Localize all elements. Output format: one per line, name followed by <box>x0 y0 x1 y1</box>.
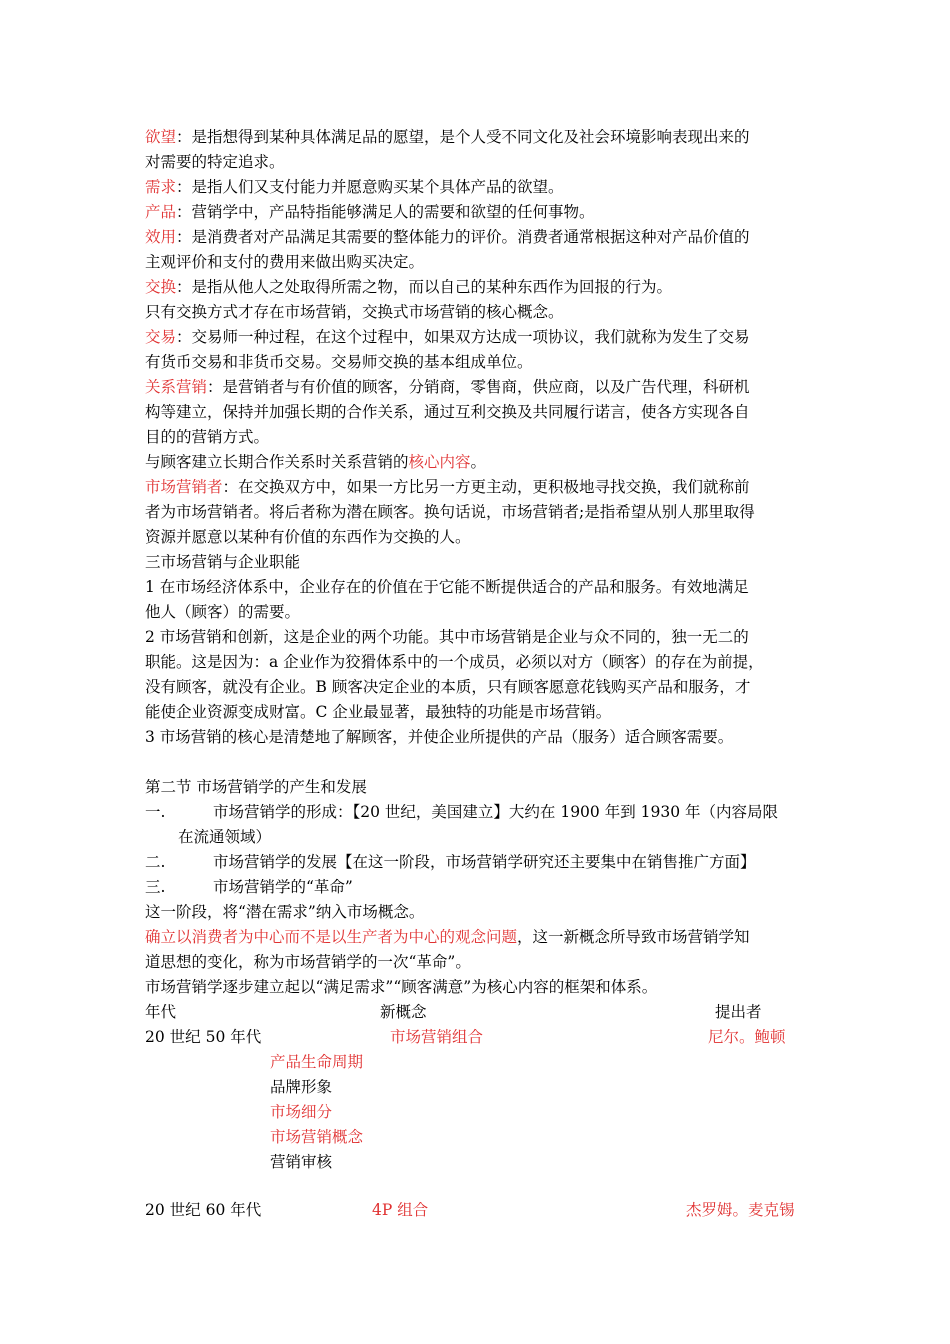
text-line: 主观评价和支付的费用来做出购买决定。 <box>145 253 425 271</box>
table-header-concept: 新概念 <box>380 1003 427 1021</box>
table-era-60s: 20 世纪 60 年代 <box>145 1201 262 1219</box>
term-product: 产品 <box>145 203 177 221</box>
relationship-marketing-note: 与顾客建立长期合作关系时关系营销的核心内容。 <box>145 453 487 471</box>
section-heading: 三市场营销与企业职能 <box>145 553 301 571</box>
text-line: 构等建立，保持并加强长期的合作关系，通过互利交换及共同履行诺言，使各方实现各自 <box>145 403 750 421</box>
text-line: 目的的营销方式。 <box>145 428 270 446</box>
proposer-borden: 尼尔。鲍顿 <box>708 1028 786 1046</box>
term-demand: 需求 <box>145 178 177 196</box>
paragraph-line: 职能。这是因为：a 企业作为狡猾体系中的一个成员，必须以对方（顾客）的存在为前提， <box>145 653 764 671</box>
concept-marketing-audit: 营销审核 <box>270 1153 333 1171</box>
proposer-mccarthy: 杰罗姆。麦克锡 <box>686 1201 795 1219</box>
list-item-continuation: 在流通领域） <box>178 828 272 846</box>
term-trade: 交易 <box>145 328 177 346</box>
list-number: 二. <box>145 853 166 871</box>
list-item-2: 二. 市场营销学的发展【在这一阶段，市场营销学研究还主要集中在销售推广方面】 <box>145 853 756 871</box>
table-header-era: 年代 <box>145 1003 177 1021</box>
concept-market-segmentation: 市场细分 <box>270 1103 333 1121</box>
paragraph-line: 这一阶段，将“潜在需求”纳入市场概念。 <box>145 903 425 921</box>
core-content-highlight: 核心内容 <box>408 453 471 471</box>
text-line: 资源并愿意以某种有价值的东西作为交换的人。 <box>145 528 471 546</box>
definition-demand: 需求：是指人们又支付能力并愿意购买某个具体产品的欲望。 <box>145 178 564 196</box>
paragraph-line: 2 市场营销和创新，这是企业的两个功能。其中市场营销是企业与众不同的，独一无二的 <box>145 628 749 646</box>
definition-product: 产品：营销学中，产品特指能够满足人的需要和欲望的任何事物。 <box>145 203 595 221</box>
term-want: 欲望 <box>145 128 177 146</box>
list-number: 一. <box>145 803 166 821</box>
table-era-50s: 20 世纪 50 年代 <box>145 1028 262 1046</box>
text-line: 对需要的特定追求。 <box>145 153 285 171</box>
section-title: 第二节 市场营销学的产生和发展 <box>145 778 367 796</box>
paragraph-line: 他人（顾客）的需要。 <box>145 603 301 621</box>
definition-marketer: 市场营销者：在交换双方中，如果一方比另一方更主动，更积极地寻找交换，我们就称前 <box>145 478 750 496</box>
paragraph-line: 能使企业资源变成财富。C 企业最显著，最独特的功能是市场营销。 <box>145 703 612 721</box>
definition-trade: 交易：交易师一种过程，在这个过程中，如果双方达成一项协议，我们就称为发生了交易 <box>145 328 750 346</box>
definition-relationship-marketing: 关系营销：是营销者与有价值的顾客，分销商，零售商，供应商，以及广告代理，科研机 <box>145 378 750 396</box>
term-marketer: 市场营销者 <box>145 478 223 496</box>
list-item-3: 三. 市场营销学的“革命” <box>145 878 353 896</box>
concept-brand-image: 品牌形象 <box>270 1078 333 1096</box>
revolution-line: 确立以消费者为中心而不是以生产者为中心的观念问题，这一新概念所导致市场营销学知 <box>145 928 750 946</box>
paragraph-line: 3 市场营销的核心是清楚地了解顾客，并使企业所提供的产品（服务）适合顾客需要。 <box>145 728 734 746</box>
term-utility: 效用 <box>145 228 177 246</box>
concept-4p-mix: 4P 组合 <box>372 1201 429 1219</box>
list-number: 三. <box>145 878 166 896</box>
definition-utility: 效用：是消费者对产品满足其需要的整体能力的评价。消费者通常根据这种对产品价值的 <box>145 228 750 246</box>
paragraph-line: 1 在市场经济体系中，企业存在的价值在于它能不断提供适合的产品和服务。有效地满足 <box>145 578 749 596</box>
table-header-proposer: 提出者 <box>715 1003 762 1021</box>
concept-product-life-cycle: 产品生命周期 <box>270 1053 364 1071</box>
definition-want: 欲望：是指想得到某种具体满足品的愿望，是个人受不同文化及社会环境影响表现出来的 <box>145 128 750 146</box>
definition-exchange: 交换：是指从他人之处取得所需之物，而以自己的某种东西作为回报的行为。 <box>145 278 673 296</box>
consumer-centric-highlight: 确立以消费者为中心而不是以生产者为中心的观念问题 <box>145 928 518 946</box>
list-item-1: 一. 市场营销学的形成：【20 世纪，美国建立】大约在 1900 年到 1930 年（内容局限 <box>145 803 779 821</box>
text-line: 者为市场营销者。将后者称为潜在顾客。换句话说，市场营销者;是指希望从别人那里取得 <box>145 503 755 521</box>
term-exchange: 交换 <box>145 278 177 296</box>
paragraph-line: 道思想的变化，称为市场营销学的一次“革命”。 <box>145 953 471 971</box>
paragraph-line: 没有顾客，就没有企业。B 顾客决定企业的本质，只有顾客愿意花钱购买产品和服务，才 <box>145 678 751 696</box>
text-line: 有货币交易和非货币交易。交易师交换的基本组成单位。 <box>145 353 533 371</box>
paragraph-line: 市场营销学逐步建立起以“满足需求”“顾客满意”为核心内容的框架和体系。 <box>145 978 658 996</box>
concept-marketing-concept: 市场营销概念 <box>270 1128 364 1146</box>
exchange-note: 只有交换方式才存在市场营销，交换式市场营销的核心概念。 <box>145 303 564 321</box>
term-relationship-marketing: 关系营销 <box>145 378 208 396</box>
concept-marketing-mix: 市场营销组合 <box>390 1028 484 1046</box>
